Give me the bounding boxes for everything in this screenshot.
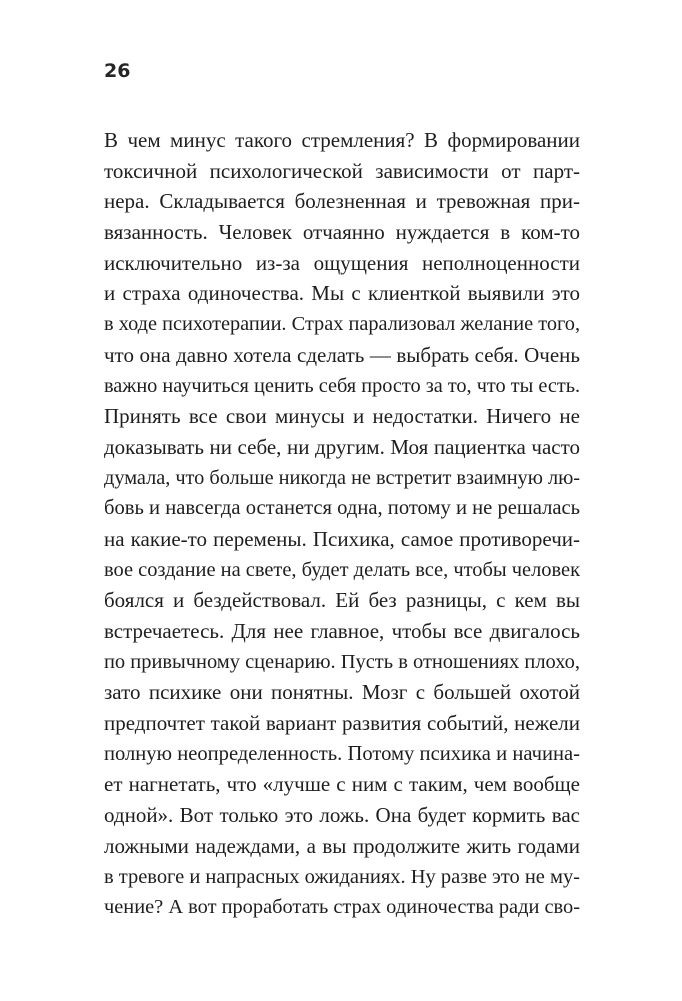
text-line: вое создание на свете, будет делать все, чтобы человек bbox=[104, 558, 580, 581]
text-line: боялся и бездействовал. Ей без разницы, с кем вы bbox=[104, 588, 580, 613]
text-line: одной». Вот только это ложь. Она будет кормить вас bbox=[104, 803, 580, 828]
text-line: токсичной психологической зависимости от парт- bbox=[104, 158, 580, 183]
text-line: думала, что больше никогда не встретит взаимную лю- bbox=[104, 466, 580, 489]
text-line: бовь и навсегда останется одна, потому и не решалась bbox=[104, 497, 580, 520]
text-line: важно научиться ценить себя просто за то, что ты есть. bbox=[104, 374, 580, 397]
text-line: в ходе психотерапии. Страх парализовал желание того, bbox=[104, 313, 580, 336]
text-line: и страха одиночества. Мы с клиенткой выявили это bbox=[104, 281, 580, 306]
text-line: зато психике они понятны. Мозг с большей охотой bbox=[104, 680, 580, 705]
text-line: на какие-то перемены. Психика, самое противоречи- bbox=[104, 526, 580, 551]
page-number: 26 bbox=[104, 60, 131, 82]
text-line: доказывать ни себе, ни другим. Моя пациентка часто bbox=[104, 434, 580, 459]
text-line: нера. Складывается болезненная и тревожная при- bbox=[104, 189, 580, 214]
text-line: по привычному сценарию. Пусть в отношениях плохо, bbox=[104, 650, 580, 673]
text-line: ет нагнетать, что «лучше с ним с таким, чем вообще bbox=[104, 772, 580, 797]
text-line: что она давно хотела сделать — выбрать себя. Очень bbox=[104, 342, 580, 367]
text-line: чение? А вот проработать страх одиночества ради сво- bbox=[104, 896, 580, 919]
text-line: Принять все свои минусы и недостатки. Ничего не bbox=[104, 404, 580, 429]
body-text bbox=[104, 125, 580, 923]
text-line: ложными надеждами, а вы продолжите жить годами bbox=[104, 833, 580, 858]
text-line: вязанность. Человек отчаянно нуждается в ком-то bbox=[104, 220, 580, 245]
text-line: полную неопределенность. Потому психика и начина- bbox=[104, 742, 580, 765]
text-line: В чем минус такого стремления? В формировании bbox=[104, 128, 580, 152]
text-line: в тревоге и напрасных ожиданиях. Ну разве это не му- bbox=[104, 865, 580, 888]
text-line: исключительно из-за ощущения неполноценности bbox=[104, 250, 580, 275]
text-line: встречаетесь. Для нее главное, чтобы все двигалось bbox=[104, 619, 580, 643]
text-line: предпочтет такой вариант развития событий, нежели bbox=[104, 711, 580, 736]
